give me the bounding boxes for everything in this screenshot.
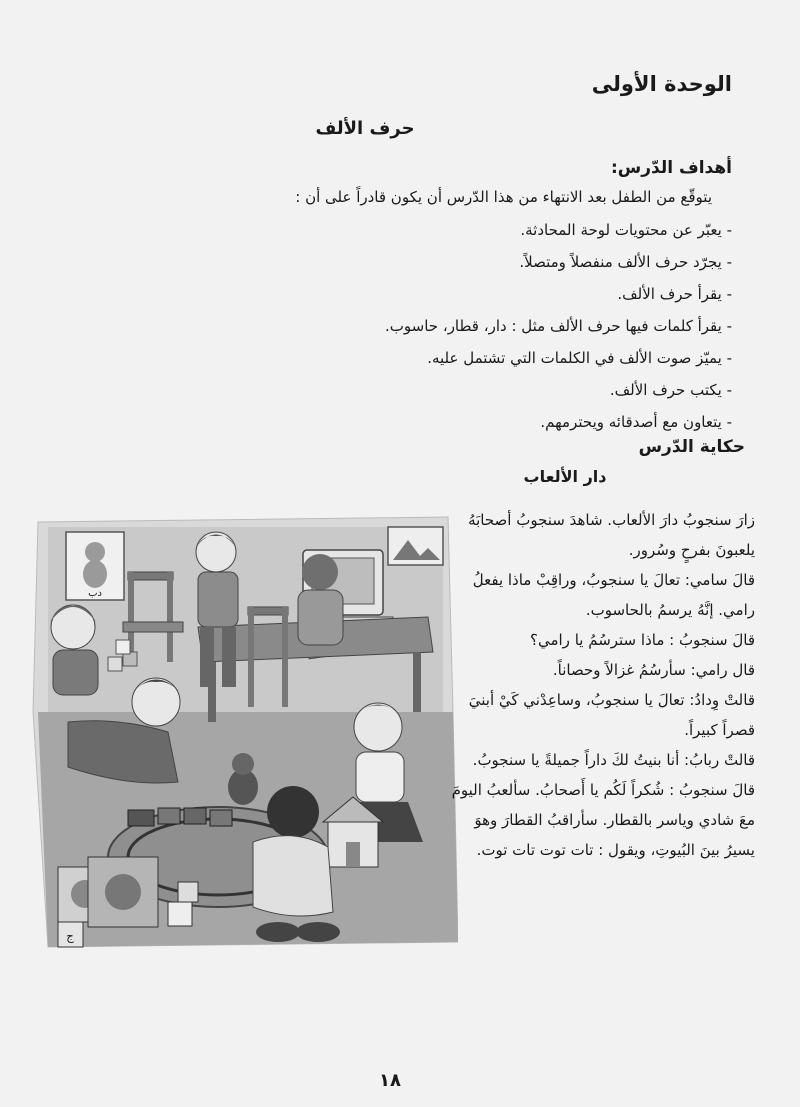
- goal-item: - يعبّر عن محتويات لوحة المحادثة.: [520, 221, 732, 239]
- page-number: ١٨: [379, 1070, 401, 1091]
- story-paragraph: قالَ سنجوبُ : شُكراً لَكُم يا أَصحابُ. سألعبُ اليومَ معَ شادي وياسر بالقطار. سأراقبُ القطارَ وهوَ يسيرُ بينَ البُيوتِ، ويقول : تات توت تات توت.: [451, 781, 755, 859]
- story-paragraph: قالَ سامي: تعالَ يا سنجوبُ، وراقِبْ ماذا يفعلُ رامي. إنَّهُ يرسمُ بالحاسوب.: [472, 571, 755, 619]
- poster-label: دب: [88, 588, 102, 599]
- playroom-illustration: [28, 512, 458, 952]
- story-text: [450, 505, 755, 865]
- story-paragraph: قالتْ وِدادُ: تعالَ يا سنجوبُ، وساعِدْني كَيْ أبنيَ قصراً كبيراً.: [468, 691, 755, 739]
- story-paragraph: قالتْ ربابُ: أنا بنيتُ لكَ داراً جميلةً يا سنجوبُ.: [472, 751, 755, 769]
- story-paragraph: زارَ سنجوبُ دارَ الألعاب. شاهدَ سنجوبُ أصحابَهُ يلعبونَ بفرحٍ وسُرور.: [468, 511, 755, 559]
- goals-heading: أهداف الدّرس:: [610, 158, 732, 178]
- goal-item: - يميّز صوت الألف في الكلمات التي تشتمل عليه.: [427, 349, 732, 367]
- goal-item: - يقرأ حرف الألف.: [617, 285, 732, 303]
- goals-list: [92, 218, 732, 442]
- goal-item: - يقرأ كلمات فيها حرف الألف مثل : دار، قطار، حاسوب.: [385, 317, 732, 335]
- story-paragraph: قال رامي: سأرسُمُ غزالاً وحصاناً.: [552, 661, 755, 679]
- toy-train: [128, 808, 232, 826]
- story-heading: حكاية الدّرس: [638, 437, 745, 457]
- story-paragraph: قالَ سنجوبُ : ماذا سترسُمُ يا رامي؟: [530, 631, 755, 649]
- block-letter: ج: [66, 929, 74, 943]
- goals-intro: يتوقّع من الطفل بعد الانتهاء من هذا الدّرس أن يكون قادراً على أن :: [295, 188, 712, 206]
- story-title: دار الألعاب: [523, 467, 607, 486]
- teddy-poster: [66, 532, 124, 600]
- goal-item: - يتعاون مع أصدقائه ويحترمهم.: [540, 413, 732, 431]
- goal-item: - يكتب حرف الألف.: [609, 381, 732, 399]
- lesson-title: حرف الألف: [315, 118, 415, 139]
- goal-item: - يجرّد حرف الألف منفصلاً ومتصلاً.: [519, 253, 732, 271]
- unit-title: الوحدة الأولى: [591, 72, 732, 96]
